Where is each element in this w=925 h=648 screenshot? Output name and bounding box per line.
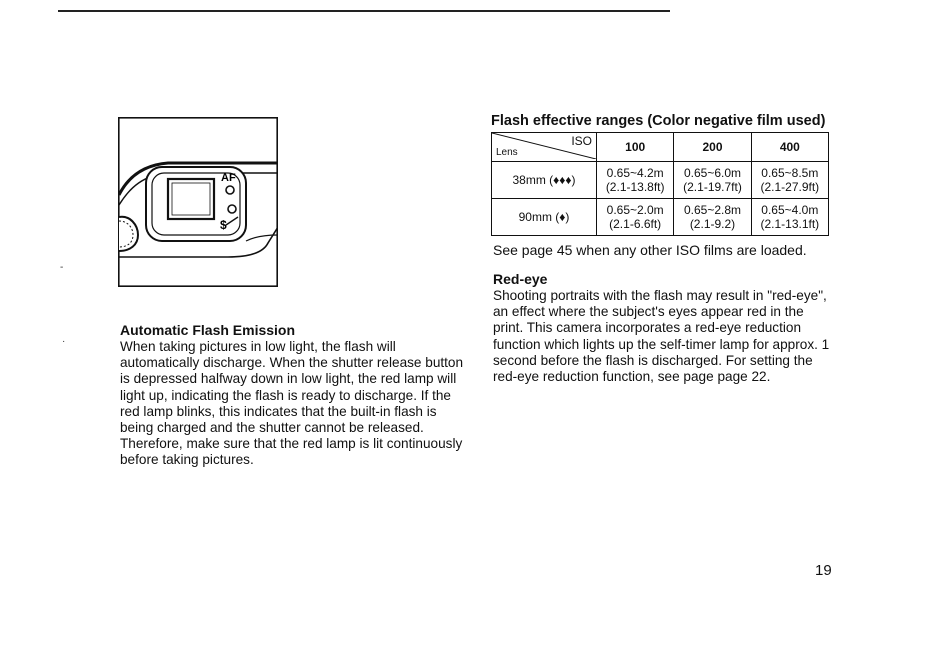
cell-feet: (2.1-27.9ft) <box>760 180 820 194</box>
red-eye-heading: Red-eye <box>493 271 548 287</box>
cell-meters: 0.65~6.0m <box>683 166 742 180</box>
table-cell <box>674 162 751 199</box>
red-eye-section <box>493 271 831 385</box>
row-lens-label: 38mm (♦♦♦) <box>492 162 597 199</box>
cell-meters: 0.65~4.0m <box>761 203 819 217</box>
cell-feet: (2.1-19.7ft) <box>683 180 742 194</box>
cell-meters: 0.65~2.0m <box>606 203 664 217</box>
right-column <box>491 112 831 385</box>
auto-flash-heading: Automatic Flash Emission <box>120 322 296 338</box>
column-header: 400 <box>751 133 828 162</box>
table-header-row <box>492 133 829 162</box>
page-number: 19 <box>815 562 832 579</box>
cell-feet: (2.1-13.8ft) <box>605 180 665 194</box>
flash-symbol: $ <box>220 218 227 232</box>
table-cell <box>674 199 751 236</box>
corner-iso-label: ISO <box>571 134 592 148</box>
column-header: 100 <box>597 133 674 162</box>
cell-feet: (2.1-13.1ft) <box>760 217 820 231</box>
cell-feet: (2.1-9.2) <box>689 217 736 231</box>
column-header: 200 <box>674 133 751 162</box>
top-rule <box>58 10 670 12</box>
cell-meters: 0.65~8.5m <box>761 166 819 180</box>
table-cell <box>597 162 674 199</box>
cell-meters: 0.65~4.2m <box>606 166 664 180</box>
left-column <box>120 322 465 469</box>
table-cell <box>597 199 674 236</box>
table-cell <box>751 199 828 236</box>
row-lens-label: 90mm (♦) <box>492 199 597 236</box>
margin-mark: - <box>60 262 64 273</box>
margin-mark: · <box>62 336 66 347</box>
auto-flash-body: When taking pictures in low light, the flash will automatically discharge. When the shutter release button is depressed halfway down in low light, the red lamp will light up, indicating the flash is ready to discharge. If the red lamp blinks, this indicates that the built-in flash is being charged and the shutter cannot be released. Therefore, make sure that the red lamp is lit continuously before taking pictures. <box>120 339 464 468</box>
table-row <box>492 199 829 236</box>
red-eye-body: Shooting portraits with the flash may result in "red-eye", an effect where the subject's eyes appear red in the print. This camera incorporates a red-eye reduction function which lights up the self-timer lamp for approx. 1 second before the flash is discharged. For setting the red-eye reduction function, see page page 22. <box>493 288 830 385</box>
flash-ranges-title: Flash effective ranges (Color negative film used) <box>491 113 826 129</box>
flash-ranges-table <box>491 132 829 236</box>
table-corner-cell <box>492 133 597 162</box>
table-row <box>492 162 829 199</box>
see-page-note: See page 45 when any other ISO films are loaded. <box>493 242 807 258</box>
camera-illustration <box>118 117 278 287</box>
cell-feet: (2.1-6.6ft) <box>609 217 662 231</box>
cell-meters: 0.65~2.8m <box>683 203 742 217</box>
table-cell <box>751 162 828 199</box>
corner-lens-label: Lens <box>496 147 518 158</box>
af-label: AF <box>221 172 236 184</box>
